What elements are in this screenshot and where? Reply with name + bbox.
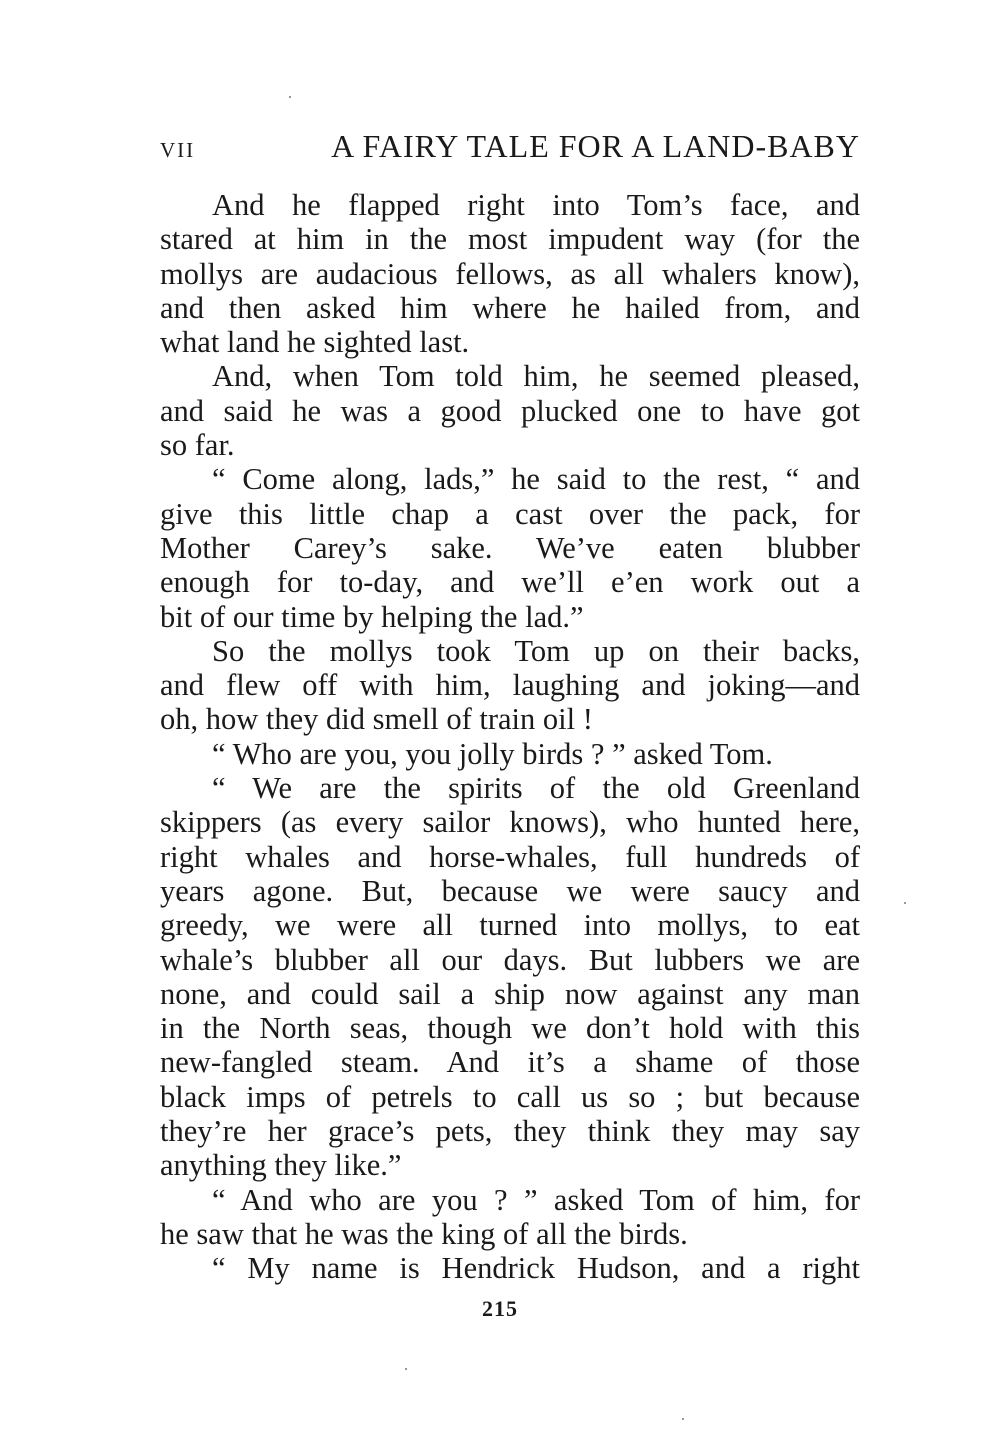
- text-line: mollys are audacious fellows, as all whalers know),: [160, 256, 860, 291]
- text-line: So the mollys took Tom up on their backs,: [212, 633, 860, 668]
- paper-speck: [682, 1418, 684, 1420]
- text-line: give this little chap a cast over the pack, for: [160, 496, 860, 531]
- text-line: whale’s blubber all our days. But lubbers we are: [160, 942, 860, 977]
- text-line: And he flapped right into Tom’s face, and: [212, 188, 860, 222]
- text-line: stared at him in the most impudent way (for the: [160, 222, 860, 257]
- text-line: black imps of petrels to call us so ; but because: [160, 1079, 860, 1114]
- chapter-number: VII: [160, 138, 196, 162]
- text-line: years agone. But, because we were saucy and: [160, 873, 860, 908]
- text-line: what land he sighted last.: [160, 325, 470, 360]
- text-line: “ My name is Hendrick Hudson, and a right: [212, 1251, 860, 1286]
- paper-speck: [904, 902, 906, 904]
- text-line: new-fangled steam. And it’s a shame of those: [160, 1045, 860, 1080]
- text-line: bit of our time by helping the lad.”: [160, 599, 584, 634]
- page-number: 215: [482, 1296, 518, 1321]
- text-line: “ Come along, lads,” he said to the rest, “ and: [212, 462, 860, 497]
- text-line: in the North seas, though we don’t hold with this: [160, 1011, 860, 1046]
- text-line: And, when Tom told him, he seemed pleased,: [212, 359, 860, 394]
- text-line: enough for to-day, and we’ll e’en work out a: [160, 565, 860, 600]
- body-text: [160, 188, 860, 1286]
- running-header: [160, 128, 860, 168]
- text-line: they’re her grace’s pets, they think they may say: [160, 1114, 860, 1149]
- text-line: he saw that he was the king of all the birds.: [160, 1216, 688, 1251]
- text-line: and said he was a good plucked one to have got: [160, 393, 860, 428]
- paper-speck: [405, 1368, 407, 1370]
- text-line: anything they like.”: [160, 1148, 402, 1183]
- text-line: none, and could sail a ship now against any man: [160, 976, 860, 1011]
- text-line: so far.: [160, 428, 235, 463]
- text-line: “ We are the spirits of the old Greenland: [212, 771, 860, 806]
- text-line: “ And who are you ? ” asked Tom of him, for: [212, 1182, 860, 1217]
- text-line: skippers (as every sailor knows), who hunted here,: [160, 805, 860, 840]
- text-line: and flew off with him, laughing and joking—and: [160, 668, 860, 703]
- text-line: Mother Carey’s sake. We’ve eaten blubber: [160, 530, 860, 565]
- text-line: “ Who are you, you jolly birds ? ” asked Tom.: [212, 736, 773, 771]
- paper-speck: [289, 96, 291, 98]
- text-line: greedy, we were all turned into mollys, to eat: [160, 908, 860, 943]
- running-title: A FAIRY TALE FOR A LAND-BABY: [331, 128, 860, 164]
- text-line: and then asked him where he hailed from, and: [160, 290, 860, 325]
- text-line: oh, how they did smell of train oil !: [160, 702, 593, 737]
- text-line: right whales and horse-whales, full hundreds of: [160, 839, 860, 874]
